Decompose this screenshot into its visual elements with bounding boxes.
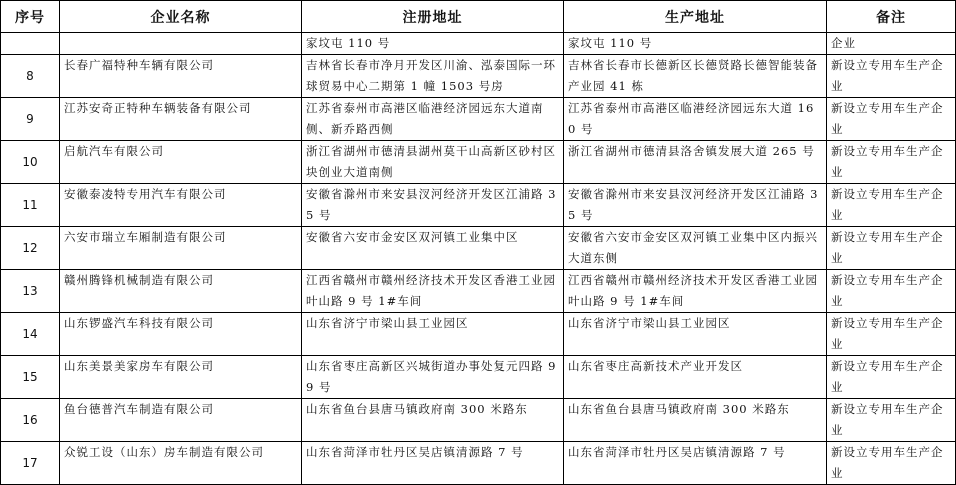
cell-remarks: 新设立专用车生产企业 xyxy=(827,313,956,356)
cell-production-address: 山东省菏泽市牡丹区吴店镇清源路 7 号 xyxy=(564,442,827,485)
cell-company-name: 山东锣盛汽车科技有限公司 xyxy=(60,313,302,356)
cell-production-address: 山东省鱼台县唐马镇政府南 300 米路东 xyxy=(564,399,827,442)
cell-production-address: 江西省赣州市赣州经济技术开发区香港工业园叶山路 9 号 1#车间 xyxy=(564,270,827,313)
cell-company-name xyxy=(60,33,302,55)
cell-serial-number: 16 xyxy=(1,399,60,442)
cell-remarks: 新设立专用车生产企业 xyxy=(827,356,956,399)
table-row xyxy=(1,55,956,98)
cell-company-name: 启航汽车有限公司 xyxy=(60,141,302,184)
cell-serial-number: 14 xyxy=(1,313,60,356)
header-remarks: 备注 xyxy=(827,1,956,33)
cell-remarks: 新设立专用车生产企业 xyxy=(827,184,956,227)
cell-serial-number xyxy=(1,33,60,55)
table-row xyxy=(1,356,956,399)
cell-serial-number: 12 xyxy=(1,227,60,270)
cell-remarks: 新设立专用车生产企业 xyxy=(827,399,956,442)
cell-remarks: 新设立专用车生产企业 xyxy=(827,55,956,98)
cell-registered-address: 江西省赣州市赣州经济技术开发区香港工业园叶山路 9 号 1#车间 xyxy=(302,270,564,313)
cell-serial-number: 8 xyxy=(1,55,60,98)
cell-serial-number: 10 xyxy=(1,141,60,184)
cell-production-address: 浙江省湖州市德清县洛舍镇发展大道 265 号 xyxy=(564,141,827,184)
cell-company-name: 众锐工设（山东）房车制造有限公司 xyxy=(60,442,302,485)
table-row xyxy=(1,399,956,442)
cell-production-address: 江苏省泰州市高港区临港经济园远东大道 160 号 xyxy=(564,98,827,141)
table-row xyxy=(1,442,956,485)
cell-registered-address: 吉林省长春市净月开发区川渝、泓泰国际一环球贸易中心二期第 1 幢 1503 号房 xyxy=(302,55,564,98)
header-company-name: 企业名称 xyxy=(60,1,302,33)
table-row-continued xyxy=(1,33,956,55)
cell-company-name: 江苏安奇正特种车辆装备有限公司 xyxy=(60,98,302,141)
cell-registered-address: 山东省枣庄高新区兴城街道办事处复元四路 99 号 xyxy=(302,356,564,399)
cell-registered-address: 安徽省六安市金安区双河镇工业集中区 xyxy=(302,227,564,270)
cell-production-address: 家坟屯 110 号 xyxy=(564,33,827,55)
cell-remarks: 新设立专用车生产企业 xyxy=(827,270,956,313)
table-row xyxy=(1,141,956,184)
cell-company-name: 安徽泰凌特专用汽车有限公司 xyxy=(60,184,302,227)
cell-production-address: 吉林省长春市长德新区长德贤路长德智能装备产业园 41 栋 xyxy=(564,55,827,98)
cell-serial-number: 13 xyxy=(1,270,60,313)
cell-company-name: 山东美景美家房车有限公司 xyxy=(60,356,302,399)
header-production-address: 生产地址 xyxy=(564,1,827,33)
cell-remarks: 新设立专用车生产企业 xyxy=(827,141,956,184)
table-row xyxy=(1,313,956,356)
cell-remarks: 新设立专用车生产企业 xyxy=(827,227,956,270)
cell-registered-address: 江苏省泰州市高港区临港经济园远东大道南侧、新乔路西侧 xyxy=(302,98,564,141)
cell-registered-address: 山东省济宁市梁山县工业园区 xyxy=(302,313,564,356)
cell-production-address: 山东省济宁市梁山县工业园区 xyxy=(564,313,827,356)
cell-production-address: 安徽省滁州市来安县汊河经济开发区江浦路 35 号 xyxy=(564,184,827,227)
table-row xyxy=(1,227,956,270)
header-registered-address: 注册地址 xyxy=(302,1,564,33)
cell-registered-address: 山东省菏泽市牡丹区吴店镇清源路 7 号 xyxy=(302,442,564,485)
cell-production-address: 山东省枣庄高新技术产业开发区 xyxy=(564,356,827,399)
cell-remarks: 企业 xyxy=(827,33,956,55)
cell-company-name: 鱼台德普汽车制造有限公司 xyxy=(60,399,302,442)
header-serial-number: 序号 xyxy=(1,1,60,33)
cell-company-name: 六安市瑞立车厢制造有限公司 xyxy=(60,227,302,270)
cell-serial-number: 17 xyxy=(1,442,60,485)
cell-serial-number: 15 xyxy=(1,356,60,399)
cell-remarks: 新设立专用车生产企业 xyxy=(827,442,956,485)
cell-serial-number: 9 xyxy=(1,98,60,141)
cell-company-name: 长春广福特种车辆有限公司 xyxy=(60,55,302,98)
table-row xyxy=(1,98,956,141)
table-row xyxy=(1,270,956,313)
table-row xyxy=(1,184,956,227)
cell-registered-address: 家坟屯 110 号 xyxy=(302,33,564,55)
cell-registered-address: 安徽省滁州市来安县汊河经济开发区江浦路 35 号 xyxy=(302,184,564,227)
table-header-row xyxy=(1,1,956,33)
cell-registered-address: 浙江省湖州市德清县湖州莫干山高新区砂村区块创业大道南侧 xyxy=(302,141,564,184)
cell-company-name: 赣州腾锋机械制造有限公司 xyxy=(60,270,302,313)
cell-serial-number: 11 xyxy=(1,184,60,227)
cell-registered-address: 山东省鱼台县唐马镇政府南 300 米路东 xyxy=(302,399,564,442)
cell-production-address: 安徽省六安市金安区双河镇工业集中区内振兴大道东侧 xyxy=(564,227,827,270)
cell-remarks: 新设立专用车生产企业 xyxy=(827,98,956,141)
